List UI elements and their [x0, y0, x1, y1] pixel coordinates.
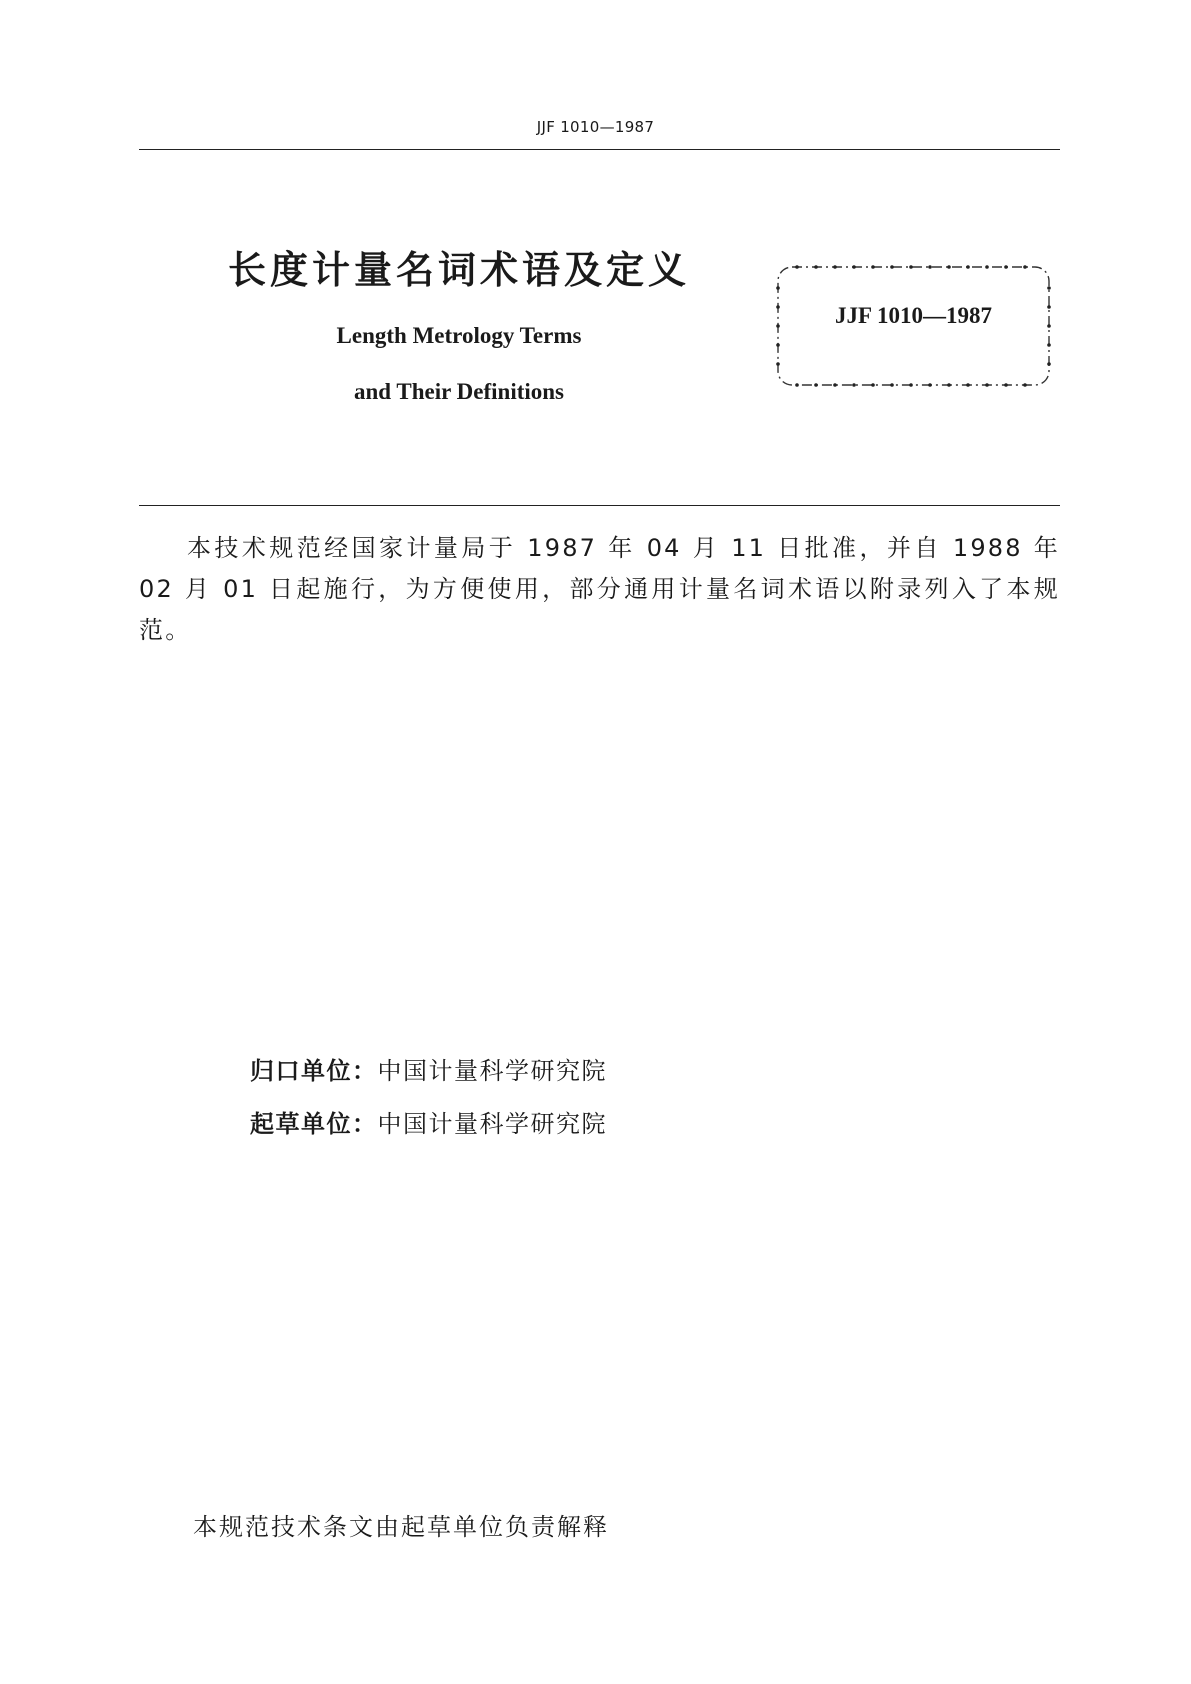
standard-code: JJF 1010—1987	[835, 303, 992, 328]
border-dot	[814, 383, 818, 387]
border-dot	[871, 383, 875, 387]
border-dot	[833, 383, 837, 387]
border-dot	[1004, 383, 1008, 387]
border-dot	[928, 383, 932, 387]
border-dot	[947, 383, 951, 387]
drafting-unit-label: 起草单位：	[250, 1110, 378, 1138]
running-header: JJF 1010—1987	[536, 118, 655, 136]
border-dot	[890, 383, 894, 387]
border-dot	[966, 383, 970, 387]
title-english-line-2: and Their Definitions	[353, 379, 565, 404]
drafting-unit-value: 中国计量科学研究院	[377, 1110, 607, 1138]
approval-paragraph: 本技术规范经国家计量局于 1987 年 04 月 11 日批准，并自 1988 年 02 月 01 日起施行，为方便使用，部分通用计量名词术语以附录列入了本规范。	[139, 534, 1060, 644]
interpretation-note: 本规范技术条文由起草单位负责解释	[193, 1513, 609, 1541]
border-dot	[795, 383, 799, 387]
organizations-block	[250, 1045, 607, 1151]
responsible-unit-value: 中国计量科学研究院	[377, 1057, 607, 1085]
responsible-unit-label: 归口单位：	[250, 1057, 378, 1085]
border-dot	[985, 383, 989, 387]
border-dot	[909, 383, 913, 387]
standard-code-box	[775, 264, 1052, 388]
middle-divider	[139, 505, 1060, 506]
title-english-line-1: Length Metrology Terms	[336, 323, 582, 348]
title-chinese: 长度计量名词术语及定义	[227, 248, 690, 292]
border-dot	[852, 383, 856, 387]
drafting-unit-row	[250, 1098, 607, 1151]
top-divider	[139, 149, 1060, 150]
title-block	[139, 240, 779, 420]
responsible-unit-row	[250, 1045, 607, 1098]
border-dot	[1023, 383, 1027, 387]
